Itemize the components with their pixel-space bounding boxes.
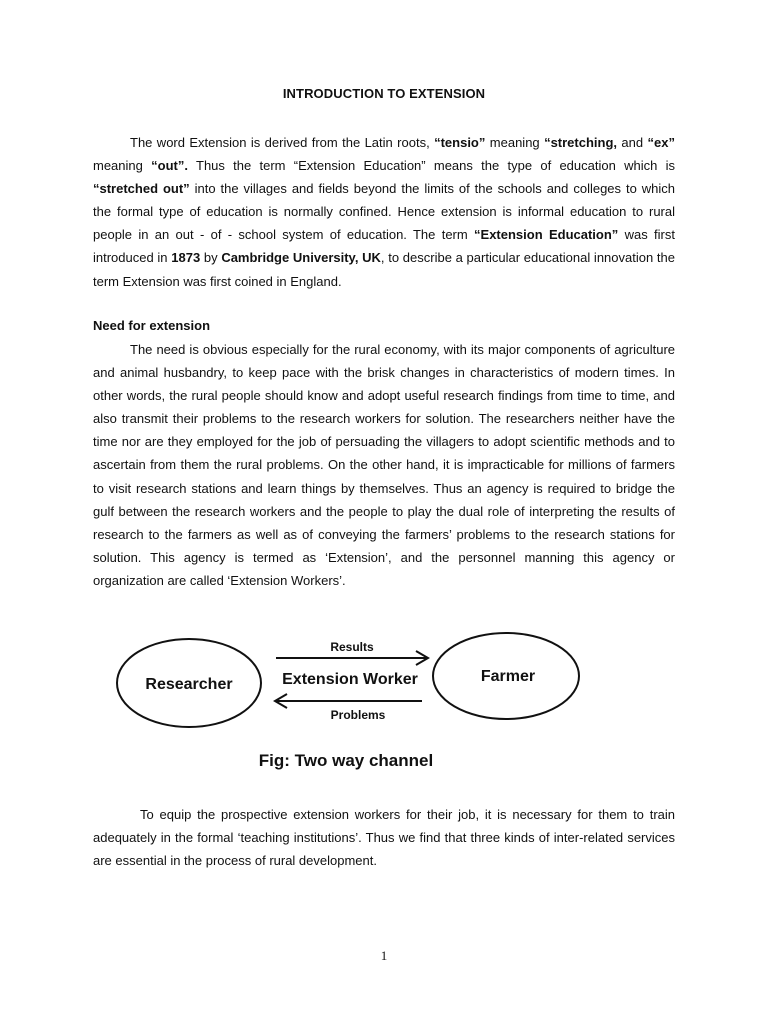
para1-text-1: The word Extension is derived from the Latin roots, bbox=[130, 135, 435, 150]
term-extension-education: “Extension Education” bbox=[474, 227, 619, 243]
para1-text-6: into the villages and fields beyond the limits of the schools and colleges to which the formal type of education is normally confined. Hence extension is informal education to rural people in an out - of - school system of education. The term bbox=[93, 181, 675, 243]
results-label: Results bbox=[330, 640, 374, 654]
figure-caption: Fig: Two way channel bbox=[258, 751, 434, 770]
problems-arrow bbox=[275, 694, 422, 708]
para1-text-7: was first introduced in bbox=[93, 227, 675, 266]
farmer-label: Farmer bbox=[480, 668, 536, 685]
para1-text-9: , to describe a particular educational innovation the term Extension was first coined in England. bbox=[93, 250, 675, 289]
researcher-label: Researcher bbox=[145, 676, 233, 693]
heading-need-for-extension: Need for extension bbox=[93, 318, 211, 333]
para1-text-8: by bbox=[200, 250, 222, 266]
term-stretching: “stretching, bbox=[544, 135, 618, 150]
paragraph-need: The need is obvious especially for the rural economy, with its major components of agriculture and animal husbandry, to keep pace with the brisk changes in characteristics of modern times. In other words, the rural people should know and adopt useful research findings from time to time, and also transmit their problems to the research workers for solution. The researchers neither have the time nor are they employed for the job of persuading the villagers to adopt scientific methods and to ascertain from them the rural problems. On the other hand, it is impracticable for millions of farmers to visit research stations and learn things by themselves. Thus an agency is required to bridge the gulf between the research workers and the people to play the dual role of interpreting the results of research to the farmers as well as of conveying the farmers’ problems to the research stations for solution. This agency is termed as ‘Extension’, and the personnel manning this agency or organization are called ‘Extension Workers’. bbox=[93, 342, 675, 588]
para1-text-5: Thus the term “Extension Education” means the type of education which is bbox=[187, 158, 675, 174]
problems-label: Problems bbox=[330, 708, 386, 722]
cambridge-university: Cambridge University, UK bbox=[221, 250, 381, 266]
term-stretched-out: “stretched out” bbox=[93, 181, 190, 197]
para1-text-3: and bbox=[617, 135, 648, 150]
document-title: INTRODUCTION TO EXTENSION bbox=[282, 86, 486, 101]
extension-worker-label: Extension Worker bbox=[282, 671, 418, 688]
para1-text-2: meaning bbox=[485, 135, 545, 150]
two-way-channel-diagram bbox=[112, 632, 592, 772]
term-out: “out”. bbox=[151, 158, 188, 174]
paragraph-etymology bbox=[93, 131, 675, 293]
term-ex: “ex” bbox=[647, 135, 675, 150]
page-number: 1 bbox=[380, 948, 388, 963]
para1-text-4: meaning bbox=[93, 158, 152, 174]
year-1873: 1873 bbox=[171, 250, 201, 266]
paragraph-equip: To equip the prospective extension workers for their job, it is necessary for them to train adequately in the formal ‘teaching institutions’. Thus we find that three kinds of inter-related services are essential in the process of rural development. bbox=[93, 807, 675, 869]
term-tensio: “tensio” bbox=[434, 135, 486, 150]
